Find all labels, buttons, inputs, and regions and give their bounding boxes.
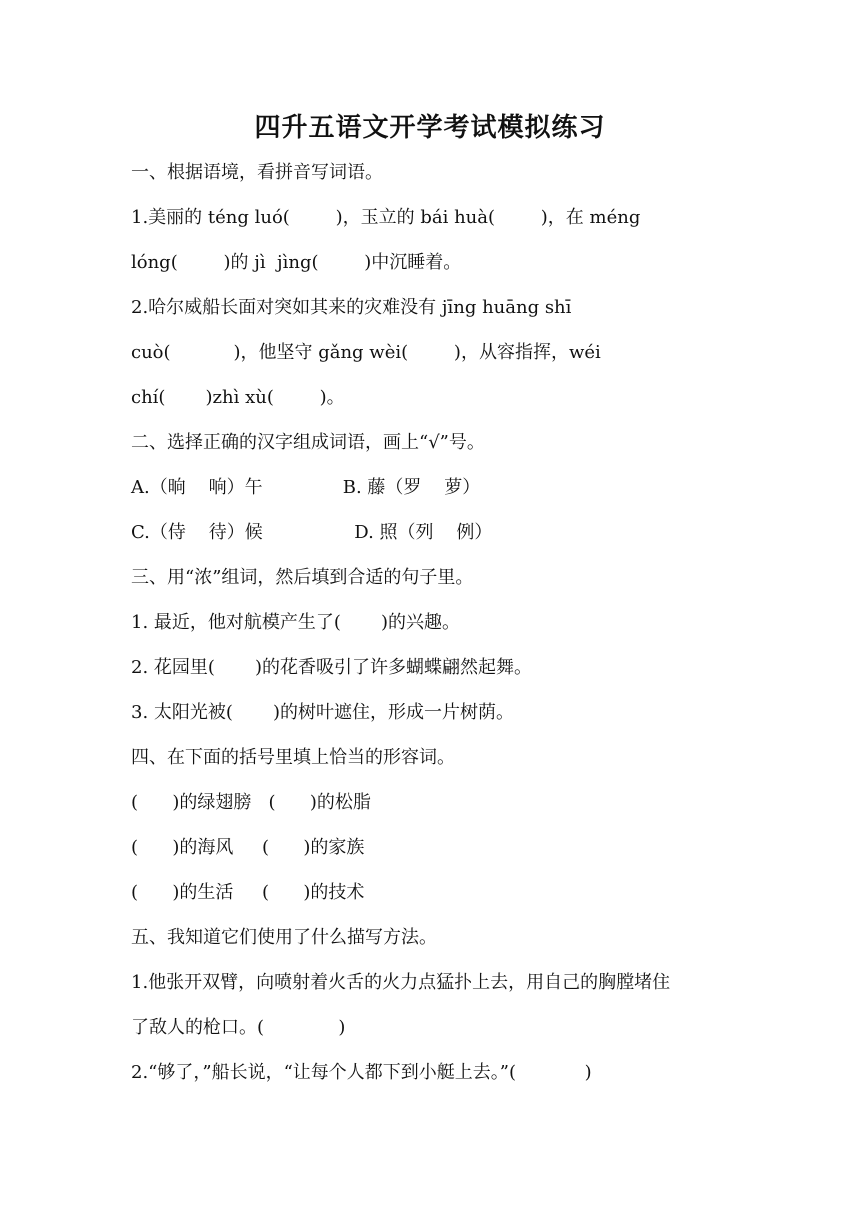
q4-row-2: ( )的海风 ( )的家族 — [131, 837, 365, 858]
section-1-heading: 一、根据语境，看拼音写词语。 — [131, 162, 383, 183]
section-5-heading: 五、我知道它们使用了什么描写方法。 — [131, 927, 437, 948]
q5-2: 2.“够了，”船长说，“让每个人都下到小艇上去。”( ) — [131, 1062, 592, 1083]
section-2-heading: 二、选择正确的汉字组成词语，画上“√”号。 — [131, 432, 485, 453]
q1-2-line-b: cuò( )，他坚守 gǎng wèi( )，从容指挥，wéi — [131, 342, 601, 363]
section-4-heading: 四、在下面的括号里填上恰当的形容词。 — [131, 747, 455, 768]
q5-1-line-b: 了敌人的枪口。( ) — [131, 1017, 346, 1038]
q3-1: 1. 最近，他对航模产生了( )的兴趣。 — [131, 612, 460, 633]
q1-2-line-c: chí( )zhì xù( )。 — [131, 387, 345, 408]
q1-1-line-a: 1.美丽的 téng luó( )，玉立的 bái huà( )，在 méng — [131, 207, 641, 228]
q5-1-line-a: 1.他张开双臂，向喷射着火舌的火力点猛扑上去，用自己的胸膛堵住 — [131, 972, 671, 993]
section-3-heading: 三、用“浓”组词，然后填到合适的句子里。 — [131, 567, 474, 588]
page-title: 四升五语文开学考试模拟练习 — [254, 113, 606, 143]
q3-2: 2. 花园里( )的花香吸引了许多蝴蝶翩然起舞。 — [131, 657, 532, 678]
q4-row-1: ( )的绿翅膀 ( )的松脂 — [131, 792, 371, 813]
q2-row-1: A.（晌 响）午 B. 藤（罗 萝） — [131, 477, 481, 498]
q3-3: 3. 太阳光被( )的树叶遮住，形成一片树荫。 — [131, 702, 514, 723]
q2-row-2: C.（侍 待）候 D. 照（列 例） — [131, 522, 493, 543]
q1-1-line-b: lóng( )的 jì jìng( )中沉睡着。 — [131, 252, 462, 273]
q1-2-line-a: 2.哈尔威船长面对突如其来的灾难没有 jīng huāng shī — [131, 297, 572, 318]
q4-row-3: ( )的生活 ( )的技术 — [131, 882, 365, 903]
